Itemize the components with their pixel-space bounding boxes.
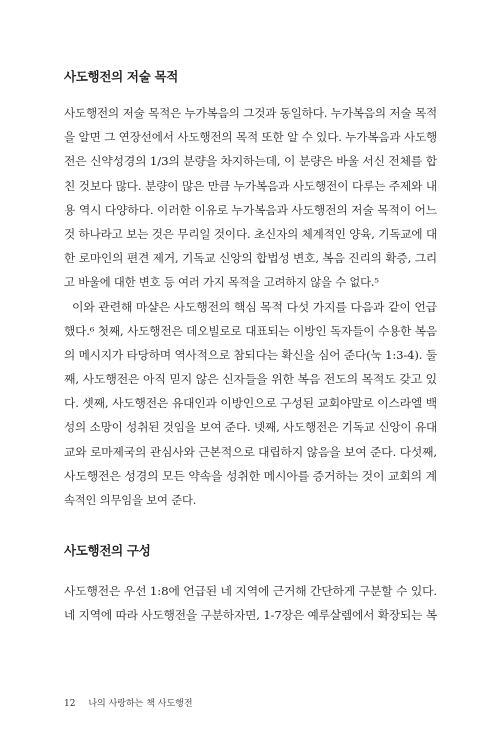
text-line: 전은 신약성경의 1/3의 분량을 차지하는데, 이 분량은 바울 서신 전체를 합 — [64, 155, 437, 169]
text-line: 이와 관련해 마샬은 사도행전의 핵심 목적 다섯 가지를 다음과 같이 언급 — [72, 300, 437, 314]
text-line: 사도행전은 성경의 모든 약속을 성취한 메시아를 증거하는 것이 교회의 계 — [64, 469, 437, 483]
text-line: 속적인 의무임을 보여 준다. — [64, 494, 197, 507]
text-line: 사도행전의 저술 목적은 누가복음의 그것과 동일하다. 누가복음의 저술 목적 — [64, 107, 437, 120]
text-line: 네 지역에 따라 사도행전을 구분하자면, 1-7장은 예루살렘에서 확장되는 복 — [64, 609, 437, 623]
section-body-purpose — [64, 102, 437, 513]
section-heading-structure: 사도행전의 구성 — [64, 543, 151, 558]
text-line: 다. 셋째, 사도행전은 유대인과 이방인으로 구성된 교회야말로 이스라엘 백 — [64, 397, 437, 411]
text-line: 의 메시지가 타당하며 역사적으로 참되다는 확신을 심어 준다(눅 1:3-4). 둘 — [64, 348, 437, 362]
text-line: 용 역시 다양하다. 이러한 이유로 누가복음과 사도행전의 저술 목적이 어느 — [64, 203, 437, 217]
section-body-structure — [64, 580, 437, 628]
text-line: 성의 소망이 성취된 것임을 보여 준다. 넷째, 사도행전은 기독교 신앙이 유대 — [64, 421, 437, 435]
text-line: 교와 로마제국의 관심사와 근본적으로 대립하지 않음을 보여 준다. 다섯째, — [64, 445, 437, 459]
text-line: 했다.⁶ 첫째, 사도행전은 데오빌로로 대표되는 이방인 독자들이 수용한 복음 — [64, 324, 437, 338]
text-line: 을 알면 그 연장선에서 사도행전의 목적 또한 알 수 있다. 누가복음과 사도행 — [64, 131, 437, 145]
page-number: 12 — [64, 699, 76, 709]
page-footer — [64, 696, 193, 709]
text-line: 째, 사도행전은 아직 믿지 않은 신자들을 위한 복음 전도의 목적도 갖고 있 — [64, 373, 437, 387]
page-content — [64, 0, 437, 740]
section-heading-purpose: 사도행전의 저술 목적 — [64, 69, 179, 84]
text-line: 친 것보다 많다. 분량이 많은 만큼 누가복음과 사도행전이 다루는 주제와 내 — [64, 179, 437, 193]
text-line: 사도행전은 우선 1:8에 언급된 네 지역에 근거해 간단하게 구분할 수 있다. — [64, 585, 437, 598]
text-line: 고 바울에 대한 변호 등 여러 가지 목적을 고려하지 않을 수 없다.⁵ — [64, 276, 379, 290]
text-line: 것 하나라고 보는 것은 무리일 것이다. 초신자의 체계적인 양육, 기독교에 대 — [64, 227, 437, 241]
running-title: 나의 사랑하는 책 사도행전 — [88, 699, 193, 709]
text-line: 한 로마인의 편견 제거, 기독교 신앙의 합법성 변호, 복음 진리의 확증, 그리 — [64, 252, 437, 266]
